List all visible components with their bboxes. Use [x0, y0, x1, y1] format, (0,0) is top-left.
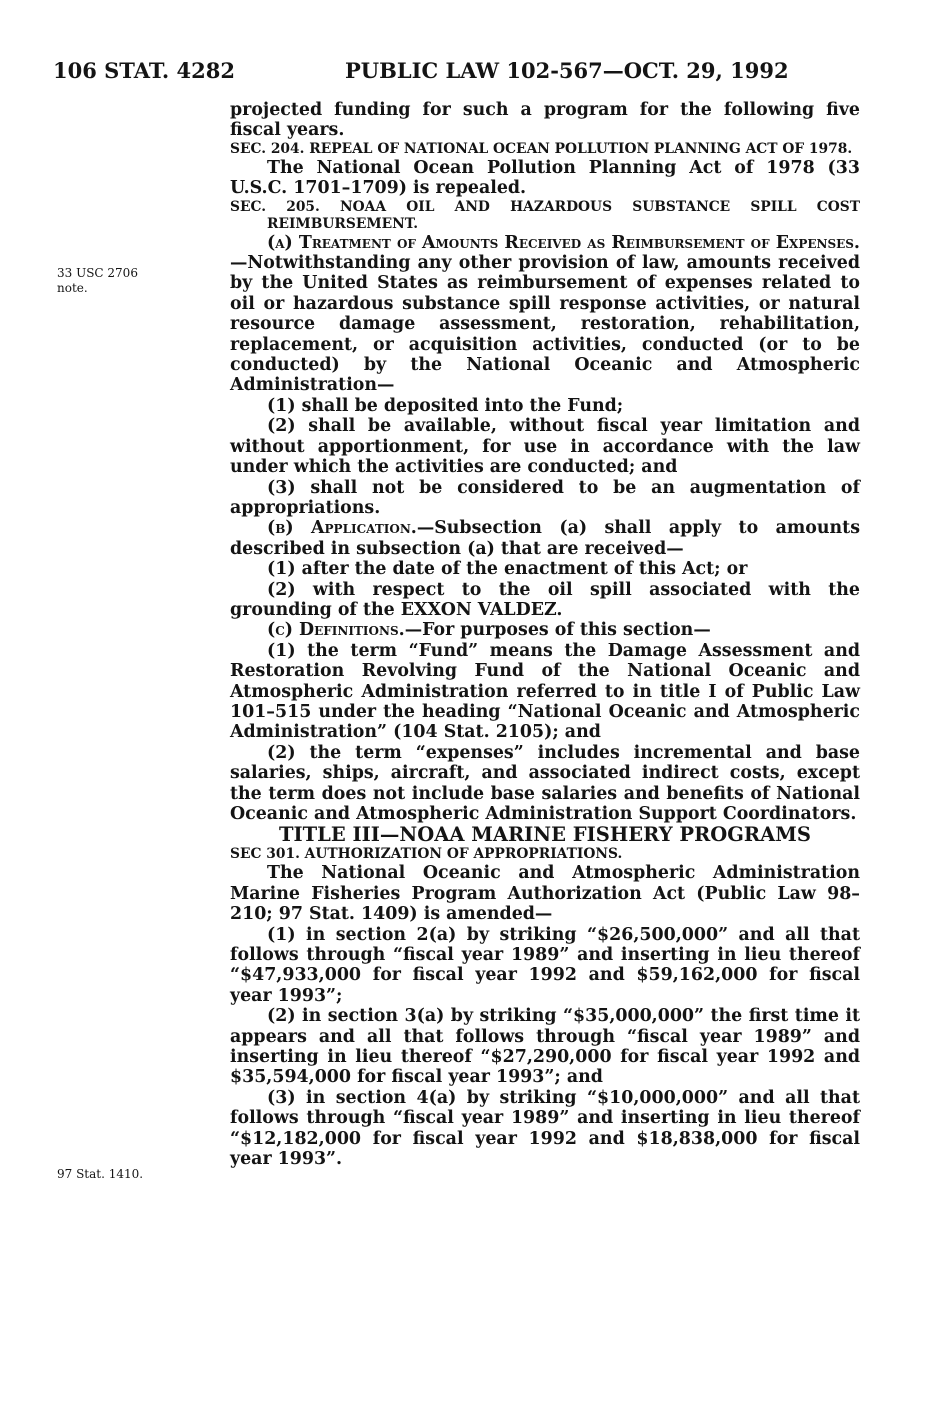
margin-note-usc-line1: 33 USC 2706 — [57, 266, 138, 280]
sec-205-heading: SEC. 205. NOAA OIL AND HAZARDOUS SUBSTANCE SPILL COST REIMBURSEMENT. — [230, 198, 860, 232]
sec-301-heading: SEC 301. AUTHORIZATION OF APPROPRIATIONS. — [230, 846, 623, 863]
margin-note-usc — [57, 266, 138, 296]
document-body — [230, 100, 860, 1170]
title-iii-heading: TITLE III—NOAA MARINE FISHERY PROGRAMS — [279, 823, 811, 847]
sec-205-a2: (2) shall be available, without fiscal year limitation and without apportionment, for use in accordance with the law under which the activities are conducted; and — [230, 416, 860, 478]
sec-205-a-heading: (a) Treatment of Amounts Received as Reimbursement of Expenses. — [267, 232, 860, 253]
margin-note-usc-line2: note. — [57, 281, 88, 295]
sec-205-a3: (3) shall not be considered to be an augmentation of appropriations. — [230, 477, 860, 518]
sec-301-intro: The National Oceanic and Atmospheric Administration Marine Fisheries Program Authorization Act (Public Law 98–210; 97 Stat. 1409) is amended— — [230, 863, 860, 925]
sec-301-item-1: (1) in section 2(a) by striking “$26,500,000” and all that follows through “fiscal year 1989” and inserting in lieu thereof “$47,933,000 for fiscal year 1992 and $59,162,000 for fiscal year 1993”; — [230, 924, 860, 1006]
sec-205-b — [230, 518, 860, 559]
sec-205-b-heading: (b) Application. — [267, 518, 417, 539]
page-header — [53, 58, 893, 92]
sec-205-a — [230, 233, 860, 396]
sec-301-item-2: (2) in section 3(a) by striking “$35,000,000” the first time it appears and all that follows through “fiscal year 1989” and inserting in lieu thereof “$27,290,000 for fiscal year 1992 and $35,594,000 for fiscal year 1993”; and — [230, 1006, 860, 1088]
sec-205-c1: (1) the term “Fund” means the Damage Assessment and Restoration Revolving Fund of the National Oceanic and Atmospheric Administration referred to in title I of Public Law 101–515 under the heading “National Oceanic and Atmospheric Administration” (104 Stat. 2105); and — [230, 640, 860, 743]
margin-note-stat: 97 Stat. 1410. — [57, 1167, 144, 1181]
sec-205-b2: (2) with respect to the oil spill associated with the grounding of the EXXON VALDEZ. — [230, 579, 860, 620]
sec-205-c-heading: (c) Definitions. — [267, 620, 405, 641]
stat-reference: 106 STAT. 4282 — [53, 58, 235, 83]
sec-205-a1: (1) shall be deposited into the Fund; — [267, 395, 624, 416]
opening-paragraph: projected funding for such a program for the following five fiscal years. — [230, 100, 860, 141]
sec-205-c2: (2) the term “expenses” includes incremental and base salaries, ships, aircraft, and associated indirect costs, except the term does not include base salaries and benefits of National Oceanic and Atmospheric Administration Support Coordinators. — [230, 742, 860, 824]
law-title: PUBLIC LAW 102-567—OCT. 29, 1992 — [345, 58, 789, 83]
sec-205-a-text: —Notwithstanding any other provision of law, amounts received by the United States as reimbursement of expenses related to oil or hazardous substance spill response activities, or natural resource damage assessment, restoration, rehabilitation, replacement, or acquisition activities, conducted (or to be conducted) by the National Oceanic and Atmospheric Administration— — [230, 253, 860, 396]
sec-301-item-3: (3) in section 4(a) by striking “$10,000,000” and all that follows through “fiscal year 1989” and inserting in lieu thereof “$12,182,000 for fiscal year 1992 and $18,838,000 for fiscal year 1993”. — [230, 1087, 860, 1170]
sec-205-b1: (1) after the date of the enactment of this Act; or — [267, 559, 748, 580]
sec-205-b-text: —Subsection (a) shall apply to amounts described in subsection (a) that are received— — [230, 518, 860, 559]
sec-204-heading: SEC. 204. REPEAL OF NATIONAL OCEAN POLLUTION PLANNING ACT OF 1978. — [230, 140, 853, 157]
sec-204-text: The National Ocean Pollution Planning Act of 1978 (33 U.S.C. 1701–1709) is repealed. — [230, 157, 860, 199]
sec-205-c — [230, 620, 860, 640]
sec-205-c-text: —For purposes of this section— — [404, 620, 711, 641]
